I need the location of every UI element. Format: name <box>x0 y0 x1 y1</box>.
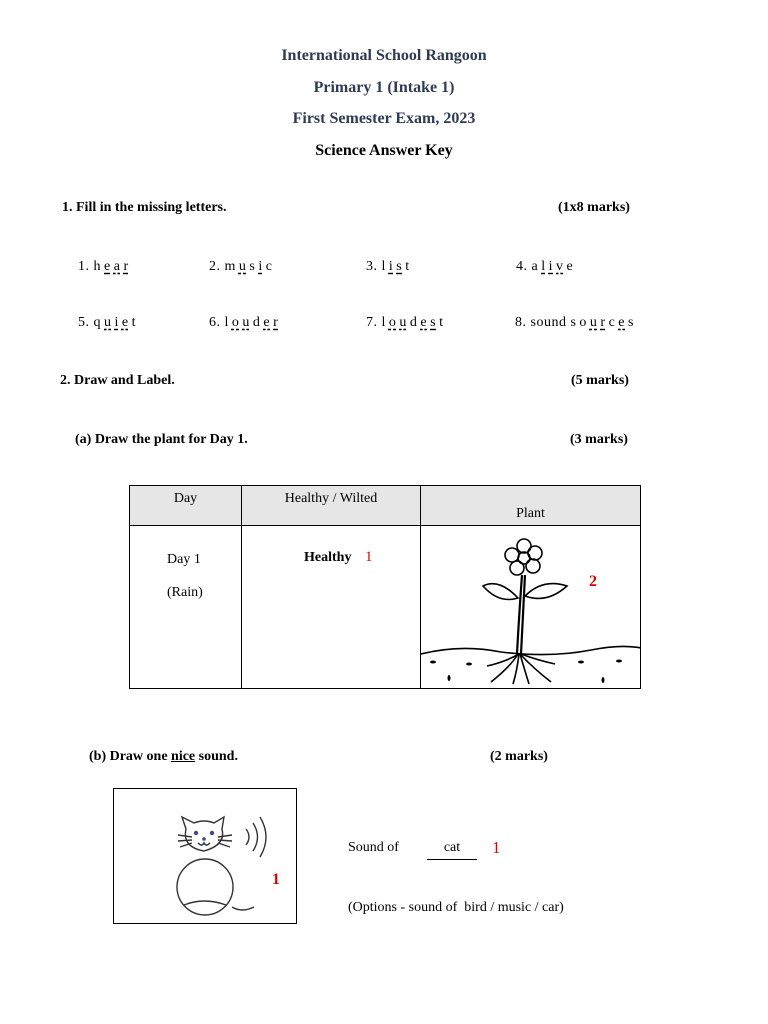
q2b-title: (b) Draw one nice sound. <box>89 749 238 764</box>
school-name: International School Rangoon <box>281 47 487 64</box>
item-number: 6. <box>209 315 225 330</box>
day-cell <box>130 526 242 689</box>
given-letter: c <box>608 315 616 330</box>
state-answer: Healthy <box>304 550 352 565</box>
given-letter: h <box>93 259 101 274</box>
answer-word <box>78 315 139 331</box>
plant-mark: 2 <box>589 573 597 590</box>
item-number: 3. <box>366 259 382 274</box>
filled-letter: u <box>242 315 250 330</box>
answer-word <box>366 315 446 331</box>
answer-word <box>515 315 637 331</box>
given-letter: a <box>531 259 539 274</box>
answer-word <box>209 315 281 331</box>
state-cell <box>242 526 421 689</box>
filled-letter: i <box>114 315 119 330</box>
q2-title: 2. Draw and Label. <box>60 373 175 388</box>
drawing-mark: 1 <box>272 871 280 888</box>
filled-letter: i <box>388 259 394 274</box>
cat-drawing-box <box>113 788 297 924</box>
header-day: Day <box>130 486 242 526</box>
filled-letter: u <box>589 315 598 330</box>
sound-mark: 1 <box>492 838 501 857</box>
header-plant: Plant <box>421 486 641 526</box>
filled-letter: u <box>238 259 247 274</box>
item-number: 2. <box>209 259 225 274</box>
q2b-marks: (2 marks) <box>490 749 548 764</box>
given-letter: d <box>252 315 261 330</box>
filled-letter: s <box>430 315 437 330</box>
given-letter: s <box>249 259 256 274</box>
given-letter: e <box>566 259 574 274</box>
filled-letter: u <box>399 315 407 330</box>
answer-word <box>209 259 275 275</box>
given-letter: l <box>381 315 386 330</box>
subject-title: Science Answer Key <box>315 142 453 159</box>
header-state: Healthy / Wilted <box>242 486 421 526</box>
given-letter: m <box>224 259 236 274</box>
sound-label: Sound of <box>348 840 399 855</box>
item-number: 1. <box>78 259 94 274</box>
q2a-title: (a) Draw the plant for Day 1. <box>75 432 248 447</box>
q1-title: 1. Fill in the missing letters. <box>62 200 227 215</box>
given-letter: t <box>131 315 136 330</box>
q1-marks: (1x8 marks) <box>558 200 630 215</box>
q2-marks: (5 marks) <box>571 373 629 388</box>
given-letter: d <box>409 315 418 330</box>
sound-options: (Options - sound of bird / music / car) <box>348 900 564 915</box>
filled-letter: r <box>600 315 606 330</box>
filled-letter: e <box>618 315 626 330</box>
given-letter: l <box>224 315 229 330</box>
sound-answer: cat <box>427 840 477 860</box>
cat-drawing <box>114 789 296 923</box>
item-number: 8. sound <box>515 315 571 330</box>
filled-letter: e <box>263 315 271 330</box>
filled-letter: a <box>113 259 121 274</box>
answer-word <box>366 259 413 275</box>
filled-letter: o <box>388 315 397 330</box>
class-name: Primary 1 (Intake 1) <box>313 79 455 96</box>
item-number: 4. <box>516 259 532 274</box>
filled-letter: s <box>396 259 403 274</box>
given-letter: t <box>405 259 410 274</box>
answer-table <box>129 485 641 689</box>
given-letter: o <box>579 315 587 330</box>
filled-letter: i <box>548 259 553 274</box>
filled-letter: e <box>420 315 428 330</box>
given-letter: t <box>439 315 444 330</box>
nice-underlined: nice <box>171 749 196 764</box>
filled-letter: i <box>258 259 263 274</box>
item-number: 7. <box>366 315 382 330</box>
given-letter: l <box>381 259 386 274</box>
plant-drawing <box>421 526 641 688</box>
state-mark: 1 <box>364 549 373 565</box>
filled-letter: u <box>104 315 112 330</box>
filled-letter: e <box>104 259 111 274</box>
filled-letter: r <box>273 315 279 330</box>
filled-letter: r <box>123 259 129 274</box>
given-letter: s <box>570 315 577 330</box>
filled-letter: v <box>556 259 564 274</box>
answer-word <box>516 259 576 275</box>
weather-label: (Rain) <box>167 585 203 600</box>
item-number: 5. <box>78 315 94 330</box>
filled-letter: l <box>541 259 546 274</box>
answer-word <box>78 259 132 275</box>
q2a-marks: (3 marks) <box>570 432 628 447</box>
given-letter: s <box>628 315 634 330</box>
given-letter: c <box>265 259 273 274</box>
plant-cell <box>421 526 641 689</box>
filled-letter: o <box>231 315 240 330</box>
given-letter: q <box>93 315 101 330</box>
exam-title: First Semester Exam, 2023 <box>292 110 476 127</box>
day-label: Day 1 <box>167 552 201 567</box>
filled-letter: e <box>121 315 129 330</box>
